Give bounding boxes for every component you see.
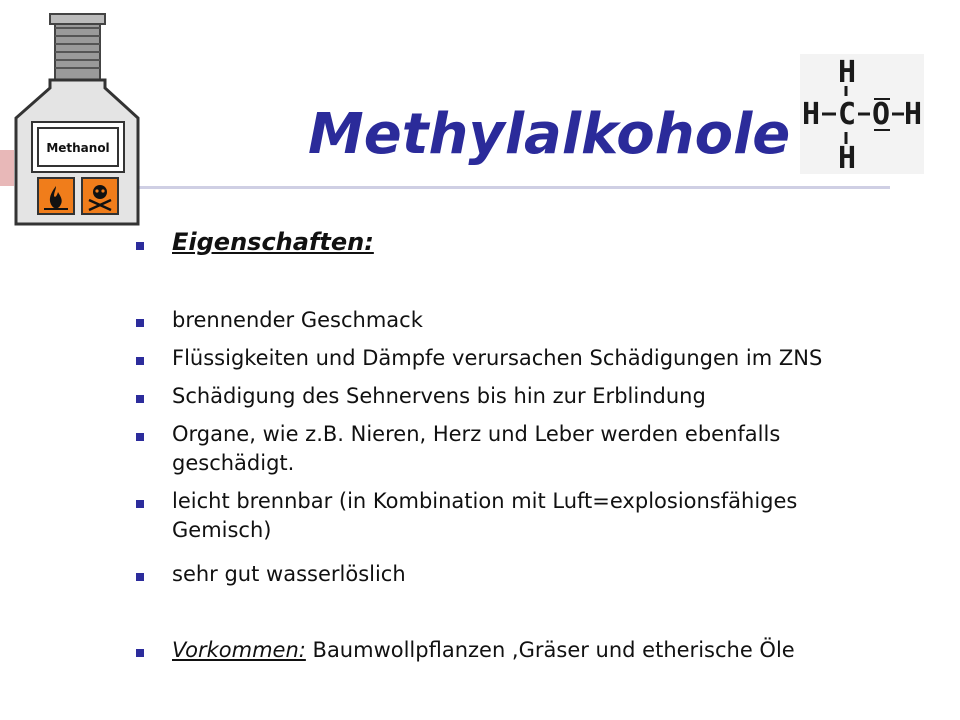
- list-item-text: brennender Geschmack: [172, 308, 423, 332]
- formula-atom-h-right: H: [904, 97, 923, 132]
- bullet-marker: [136, 319, 144, 327]
- bullet-marker: [136, 573, 144, 581]
- bottle-label: Methanol: [46, 141, 110, 155]
- toxic-hazard-icon: [82, 178, 118, 214]
- slide-title: Methylalkohole: [308, 102, 791, 167]
- occurrence-value: Baumwollpflanzen ,Gräser und etherische Öle: [305, 638, 795, 662]
- bullet-marker: [136, 242, 144, 250]
- bullet-marker: [136, 649, 144, 657]
- formula-atom-h-bottom: H: [838, 141, 857, 174]
- formula-atom-o: O: [872, 97, 891, 132]
- bullet-marker: [136, 433, 144, 441]
- bullet-marker: [136, 395, 144, 403]
- formula-atom-h-left: H: [802, 97, 821, 132]
- properties-heading: Eigenschaften:: [172, 228, 374, 256]
- methanol-bottle-icon: [10, 10, 145, 232]
- list-item-text: leicht brennbar (in Kombination mit Luft=explosionsfähiges Gemisch): [172, 489, 798, 542]
- title-underline-rule: [130, 186, 890, 189]
- list-item-text: Organe, wie z.B. Nieren, Herz und Leber werden ebenfalls geschädigt.: [172, 422, 781, 475]
- occurrence-label: Vorkommen:: [172, 638, 306, 662]
- structural-formula: [800, 54, 924, 174]
- list-item-text: Schädigung des Sehnervens bis hin zur Erblindung: [172, 384, 706, 408]
- flammable-hazard-icon: [38, 178, 74, 214]
- list-item-text: sehr gut wasserlöslich: [172, 562, 406, 586]
- bullet-marker: [136, 357, 144, 365]
- bullet-marker: [136, 500, 144, 508]
- occurrence-text: [172, 636, 892, 665]
- formula-atom-c: C: [838, 97, 857, 132]
- formula-atom-h-top: H: [838, 55, 857, 90]
- list-item-text: Flüssigkeiten und Dämpfe verursachen Schädigungen im ZNS: [172, 346, 823, 370]
